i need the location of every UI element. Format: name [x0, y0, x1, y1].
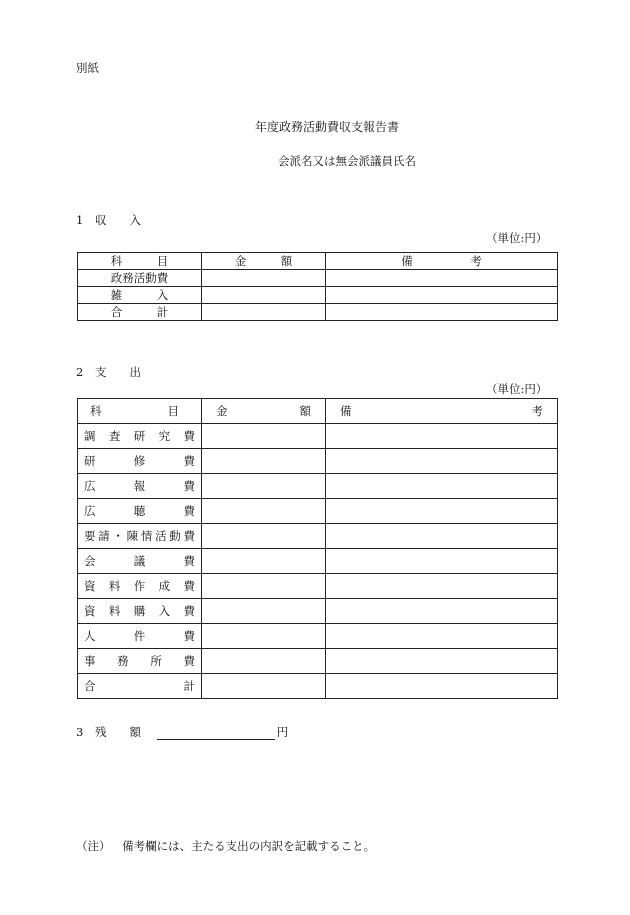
expense-amount-cell[interactable]: [202, 449, 326, 474]
expense-row-label: 研修費: [78, 449, 202, 474]
expense-row-label: 資料購入費: [78, 599, 202, 624]
balance-amount-blank[interactable]: [157, 727, 275, 740]
balance-heading-number: 3: [76, 725, 84, 739]
expense-amount-cell[interactable]: [202, 549, 326, 574]
income-heading-text: 収 入: [94, 213, 141, 227]
table-row: [78, 549, 558, 574]
table-row: [78, 574, 558, 599]
income-remarks-cell[interactable]: [326, 270, 558, 287]
income-amount-cell[interactable]: [202, 304, 326, 321]
income-amount-cell[interactable]: [202, 287, 326, 304]
expense-row-label: 人件費: [78, 624, 202, 649]
document-title: 年度政務活動費収支報告書: [255, 120, 400, 134]
balance-label: 残 額: [94, 725, 141, 739]
table-row: [78, 424, 558, 449]
expense-row-label: 広報費: [78, 474, 202, 499]
note-marker: （注）: [76, 839, 111, 853]
expense-row-label: 調査研究費: [78, 424, 202, 449]
expense-header-remarks: 備考: [326, 399, 558, 424]
table-row: [78, 624, 558, 649]
expense-remarks-cell[interactable]: [326, 649, 558, 674]
expense-header-subject: 科目: [78, 399, 202, 424]
expense-remarks-cell[interactable]: [326, 599, 558, 624]
expense-amount-cell[interactable]: [202, 649, 326, 674]
income-unit-label: （単位:円）: [486, 231, 548, 245]
expense-remarks-cell[interactable]: [326, 424, 558, 449]
expense-remarks-cell[interactable]: [326, 624, 558, 649]
income-row-label: 政務活動費: [78, 270, 202, 287]
expense-amount-cell[interactable]: [202, 574, 326, 599]
expense-amount-cell[interactable]: [202, 524, 326, 549]
expense-amount-cell[interactable]: [202, 599, 326, 624]
expense-remarks-cell[interactable]: [326, 574, 558, 599]
table-row: [78, 304, 558, 321]
table-row: [78, 499, 558, 524]
table-row: [78, 270, 558, 287]
income-heading-number: 1: [76, 213, 84, 227]
income-amount-cell[interactable]: [202, 270, 326, 287]
income-row-label: 雑 入: [78, 287, 202, 304]
expense-row-label: 広聴費: [78, 499, 202, 524]
table-row: [78, 449, 558, 474]
expense-remarks-cell[interactable]: [326, 499, 558, 524]
expense-heading-number: 2: [76, 365, 84, 379]
table-row: [78, 674, 558, 699]
income-table: [77, 252, 558, 321]
note-line: [76, 838, 375, 854]
balance-unit: 円: [276, 725, 289, 739]
table-row: [78, 524, 558, 549]
income-header-subject: 科 目: [78, 253, 202, 270]
expense-heading-text: 支 出: [94, 365, 141, 379]
income-remarks-cell[interactable]: [326, 304, 558, 321]
appendix-label: 別紙: [76, 61, 99, 75]
expense-amount-cell[interactable]: [202, 674, 326, 699]
expense-remarks-cell[interactable]: [326, 449, 558, 474]
income-header-remarks: 備 考: [326, 253, 558, 270]
expense-row-label: 事務所費: [78, 649, 202, 674]
table-row: [78, 599, 558, 624]
income-heading: [76, 212, 141, 228]
expense-amount-cell[interactable]: [202, 624, 326, 649]
expense-remarks-cell[interactable]: [326, 674, 558, 699]
expense-header-row: [78, 399, 558, 424]
table-row: [78, 287, 558, 304]
income-remarks-cell[interactable]: [326, 287, 558, 304]
expense-amount-cell[interactable]: [202, 474, 326, 499]
income-row-label: 合 計: [78, 304, 202, 321]
expense-heading: [76, 364, 141, 380]
expense-amount-cell[interactable]: [202, 424, 326, 449]
expense-header-amount: 金額: [202, 399, 326, 424]
expense-row-label: 資料作成費: [78, 574, 202, 599]
table-row: [78, 649, 558, 674]
group-name-label: 会派名又は無会派議員氏名: [278, 154, 416, 168]
expense-amount-cell[interactable]: [202, 499, 326, 524]
expense-remarks-cell[interactable]: [326, 549, 558, 574]
expense-row-label: 合計: [78, 674, 202, 699]
income-header-amount: 金 額: [202, 253, 326, 270]
expense-table: [77, 398, 558, 699]
expense-unit-label: （単位:円）: [486, 382, 548, 396]
expense-remarks-cell[interactable]: [326, 524, 558, 549]
table-row: [78, 474, 558, 499]
expense-row-label: 要請・陳情活動費: [78, 524, 202, 549]
note-text: 備考欄には、主たる支出の内訳を記載すること。: [122, 839, 376, 853]
income-header-row: [78, 253, 558, 270]
balance-line: [76, 724, 288, 740]
expense-row-label: 会議費: [78, 549, 202, 574]
expense-remarks-cell[interactable]: [326, 474, 558, 499]
